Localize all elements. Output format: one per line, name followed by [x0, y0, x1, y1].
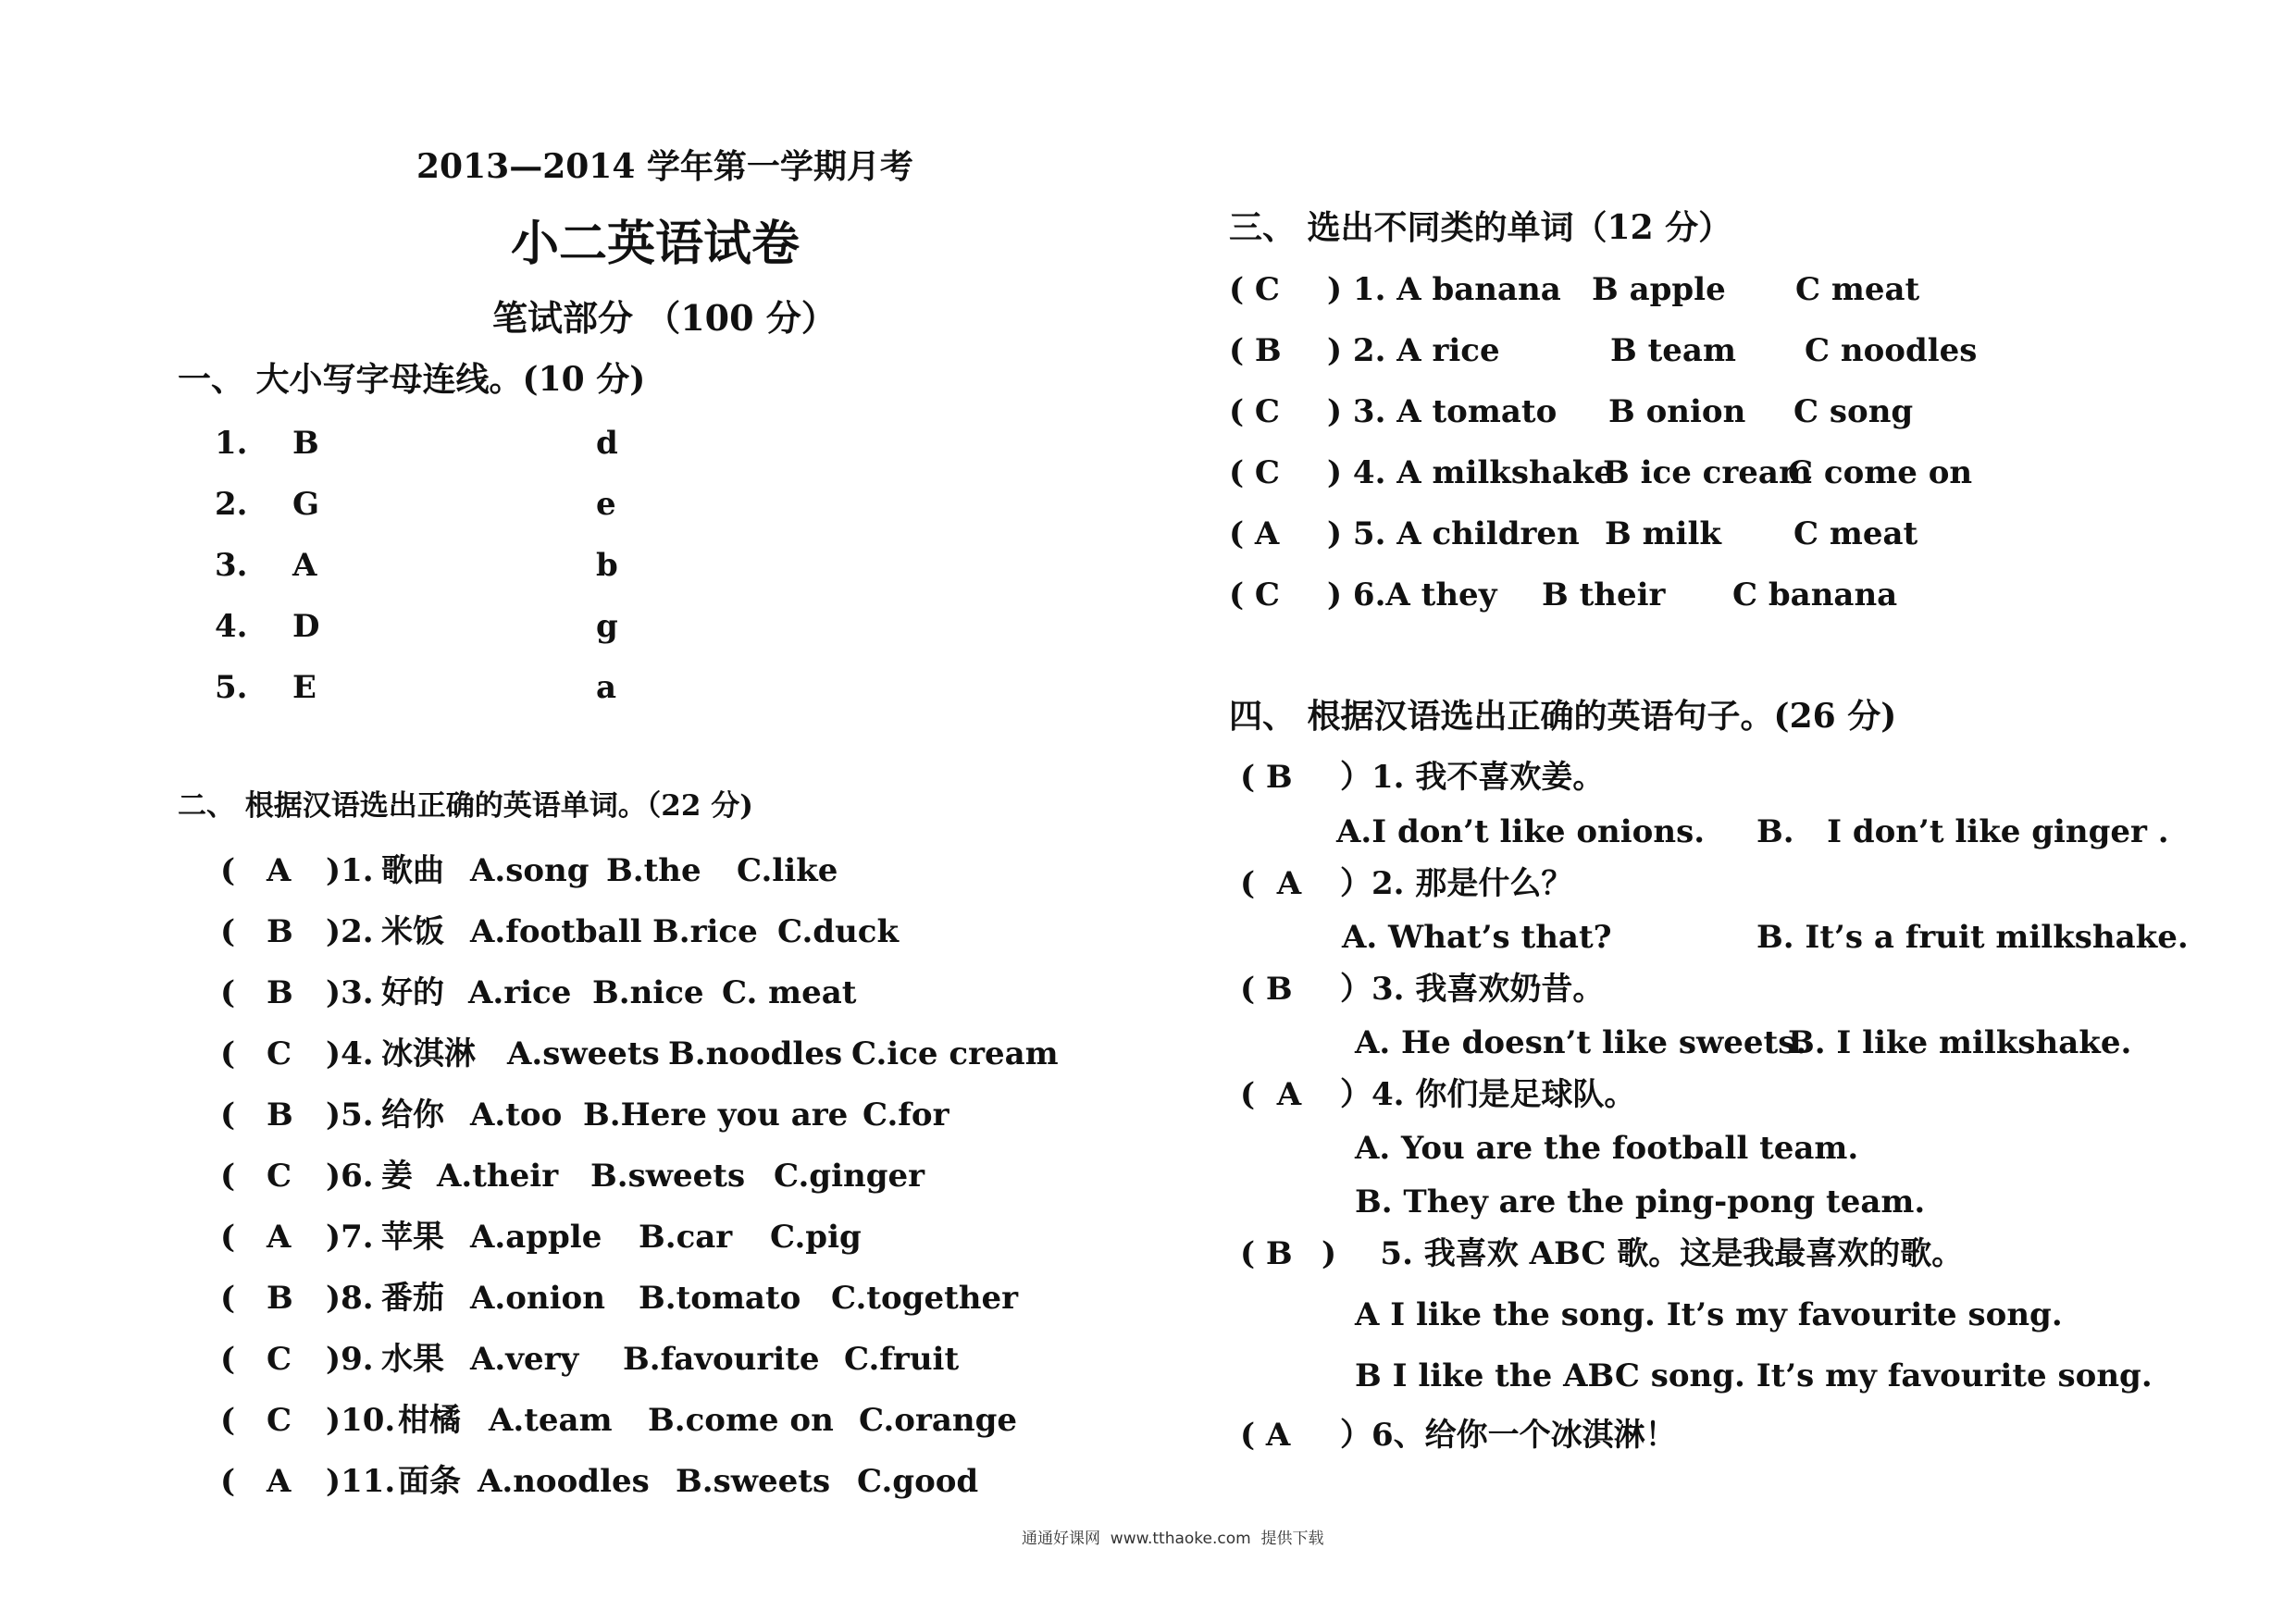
bracket-open: (: [220, 1402, 236, 1439]
sec4-q5-option-b: B I like the ABC song. It’s my favourite song.: [1355, 1357, 2153, 1394]
option-a: A.noodles: [478, 1463, 650, 1500]
bracket-open: (: [220, 1341, 236, 1378]
bracket-open: (: [220, 913, 236, 950]
option-c: C.like: [737, 852, 838, 889]
section-2-heading: 二、 根据汉语选出正确的英语单词。（22 分): [178, 789, 753, 823]
section-3-heading: 三、 选出不同类的单词（12 分）: [1229, 208, 1732, 247]
sec4-q3-option-b: B. I like milkshake.: [1788, 1024, 2132, 1061]
chinese-word: 歌曲: [381, 852, 444, 889]
option-a: A.too: [470, 1096, 563, 1134]
sec4-q1-answer: ( B: [1240, 759, 1293, 796]
answer-letter: B: [267, 1096, 293, 1134]
page-title: 小二英语试卷: [511, 216, 800, 272]
option-c: C banana: [1732, 576, 1898, 613]
option-b: B.nice: [592, 974, 704, 1011]
option-b: B.rice: [652, 913, 758, 950]
answer-letter: A: [267, 852, 292, 889]
option-c: C. meat: [722, 974, 857, 1011]
lowercase-letter: b: [596, 547, 618, 584]
sec4-q5-option-a: A I like the song. It’s my favourite song.: [1355, 1296, 2063, 1333]
option-a: A.rice: [468, 974, 572, 1011]
option-c: C.pig: [770, 1219, 862, 1256]
chinese-word: 姜: [381, 1158, 413, 1195]
option-b: B.tomato: [639, 1280, 801, 1317]
answer-letter: A: [267, 1219, 292, 1256]
option-a: A.sweets: [507, 1035, 660, 1072]
lowercase-letter: a: [596, 669, 617, 706]
bracket-open: (: [220, 1096, 236, 1134]
option-c: C noodles: [1805, 332, 1978, 369]
question-option-a: ) 5. A children: [1327, 515, 1580, 552]
option-b: B onion: [1608, 393, 1746, 430]
chinese-word: 给你: [381, 1096, 444, 1134]
answer-letter: ( C: [1229, 576, 1280, 613]
option-a: A.apple: [470, 1219, 602, 1256]
uppercase-letter: D: [292, 608, 320, 645]
question-number: )4.: [326, 1035, 374, 1072]
match-row-number: 4.: [215, 608, 248, 645]
uppercase-letter: B: [292, 425, 319, 462]
option-b: B.Here you are: [583, 1096, 849, 1134]
sec4-q3-option-a: A. He doesn’t like sweets.: [1355, 1024, 1807, 1061]
match-row-number: 1.: [215, 425, 248, 462]
question-number: )9.: [326, 1341, 374, 1378]
option-c: C meat: [1795, 271, 1920, 308]
uppercase-letter: G: [292, 486, 320, 523]
option-c: C.fruit: [844, 1341, 960, 1378]
section-1-heading: 一、 大小写字母连线。(10 分): [178, 360, 646, 399]
option-b: B their: [1542, 576, 1666, 613]
answer-letter: C: [267, 1402, 292, 1439]
sec4-q6-text: ）6、给你一个冰淇淋！: [1340, 1417, 1677, 1454]
sec4-q5-answer: ( B: [1240, 1235, 1293, 1272]
answer-letter: ( C: [1229, 393, 1280, 430]
option-b: B apple: [1592, 271, 1726, 308]
option-a: A.onion: [470, 1280, 605, 1317]
option-c: C come on: [1788, 454, 1973, 491]
sec4-q2-option-b: B. It’s a fruit milkshake.: [1756, 919, 2189, 956]
bracket-open: (: [220, 1280, 236, 1317]
sec4-q1-text: ）1. 我不喜欢姜。: [1340, 759, 1605, 796]
sec4-q5-text: ) 5. 我喜欢 ABC 歌。这是我最喜欢的歌。: [1322, 1235, 1964, 1272]
option-c: C.ice cream: [851, 1035, 1059, 1072]
chinese-word: 冰淇淋: [381, 1035, 476, 1072]
bracket-open: (: [220, 974, 236, 1011]
chinese-word: 柑橘: [398, 1402, 461, 1439]
option-c: C song: [1793, 393, 1914, 430]
option-c: C.for: [863, 1096, 949, 1134]
answer-letter: ( A: [1229, 515, 1280, 552]
section-4-heading: 四、 根据汉语选出正确的英语句子。(26 分): [1229, 697, 1897, 736]
chinese-word: 番茄: [381, 1280, 444, 1317]
question-number: )10.: [326, 1402, 396, 1439]
match-row-number: 3.: [215, 547, 248, 584]
lowercase-letter: g: [596, 608, 618, 645]
question-number: )5.: [326, 1096, 374, 1134]
answer-letter: ( C: [1229, 271, 1280, 308]
option-c: C meat: [1793, 515, 1918, 552]
answer-letter: C: [267, 1341, 292, 1378]
option-b: B.sweets: [676, 1463, 831, 1500]
sec4-q4-option-b: B. They are the ping-pong team.: [1355, 1183, 1926, 1220]
lowercase-letter: e: [596, 486, 616, 523]
option-a: A.their: [437, 1158, 559, 1195]
question-option-a: ) 2. A rice: [1327, 332, 1500, 369]
bracket-open: (: [220, 852, 236, 889]
sec4-q3-text: ）3. 我喜欢奶昔。: [1340, 971, 1605, 1008]
answer-letter: C: [267, 1035, 292, 1072]
question-number: )6.: [326, 1158, 374, 1195]
option-c: C.ginger: [774, 1158, 925, 1195]
question-option-a: ) 4. A milkshake: [1327, 454, 1614, 491]
bracket-open: (: [220, 1219, 236, 1256]
option-b: B team: [1610, 332, 1736, 369]
sec4-q2-answer: ( A: [1240, 865, 1302, 902]
sec4-q4-answer: ( A: [1240, 1076, 1302, 1113]
chinese-word: 好的: [381, 974, 444, 1011]
option-c: C.good: [857, 1463, 979, 1500]
option-a: A.team: [489, 1402, 613, 1439]
question-number: )11.: [326, 1463, 396, 1500]
option-b: B milk: [1605, 515, 1721, 552]
question-number: )3.: [326, 974, 374, 1011]
sec4-q2-text: ）2. 那是什么？: [1340, 865, 1573, 902]
option-b: B.sweets: [590, 1158, 746, 1195]
question-number: )2.: [326, 913, 374, 950]
match-row-number: 2.: [215, 486, 248, 523]
question-option-a: ) 6.A they: [1327, 576, 1497, 613]
bracket-open: (: [220, 1463, 236, 1500]
option-a: A.very: [470, 1341, 579, 1378]
question-number: )1.: [326, 852, 374, 889]
option-c: C.orange: [859, 1402, 1018, 1439]
sec4-q2-option-a: A. What’s that?: [1342, 919, 1612, 956]
option-b: B.car: [639, 1219, 733, 1256]
answer-letter: A: [267, 1463, 292, 1500]
option-b: B ice cream: [1603, 454, 1812, 491]
uppercase-letter: E: [292, 669, 316, 706]
option-c: C.together: [831, 1280, 1019, 1317]
match-row-number: 5.: [215, 669, 248, 706]
option-c: C.duck: [777, 913, 900, 950]
question-number: )7.: [326, 1219, 374, 1256]
page-subtitle: 笔试部分 （100 分）: [492, 297, 837, 339]
bracket-open: (: [220, 1158, 236, 1195]
bracket-open: (: [220, 1035, 236, 1072]
chinese-word: 面条: [398, 1463, 461, 1500]
sec4-q4-text: ）4. 你们是足球队。: [1340, 1076, 1636, 1113]
sec4-q3-answer: ( B: [1240, 971, 1293, 1008]
answer-letter: ( B: [1229, 332, 1282, 369]
sec4-q4-option-a: A. You are the football team.: [1355, 1130, 1859, 1167]
option-b: B.the: [606, 852, 701, 889]
option-b: B.noodles: [668, 1035, 843, 1072]
question-number: )8.: [326, 1280, 374, 1317]
sec4-q1-option-a: A.I don’t like onions.: [1336, 813, 1706, 850]
page-footer: 通通好课网 www.tthaoke.com 提供下载: [1022, 1530, 1324, 1548]
question-option-a: ) 1. A banana: [1327, 271, 1561, 308]
option-a: A.song: [470, 852, 590, 889]
answer-letter: ( C: [1229, 454, 1280, 491]
sec4-q6-answer: ( A: [1240, 1417, 1291, 1454]
chinese-word: 水果: [381, 1341, 444, 1378]
exam-term: 2013—2014 学年第一学期月考: [416, 147, 913, 186]
question-option-a: ) 3. A tomato: [1327, 393, 1558, 430]
option-b: B.favourite: [623, 1341, 820, 1378]
sec4-q1-option-b: B. I don’t like ginger .: [1756, 813, 2169, 850]
answer-letter: B: [267, 974, 293, 1011]
option-b: B.come on: [648, 1402, 834, 1439]
answer-letter: C: [267, 1158, 292, 1195]
option-a: A.football: [470, 913, 642, 950]
lowercase-letter: d: [596, 425, 618, 462]
answer-letter: B: [267, 1280, 293, 1317]
uppercase-letter: A: [292, 547, 317, 584]
chinese-word: 米饭: [381, 913, 444, 950]
chinese-word: 苹果: [381, 1219, 444, 1256]
answer-letter: B: [267, 913, 293, 950]
